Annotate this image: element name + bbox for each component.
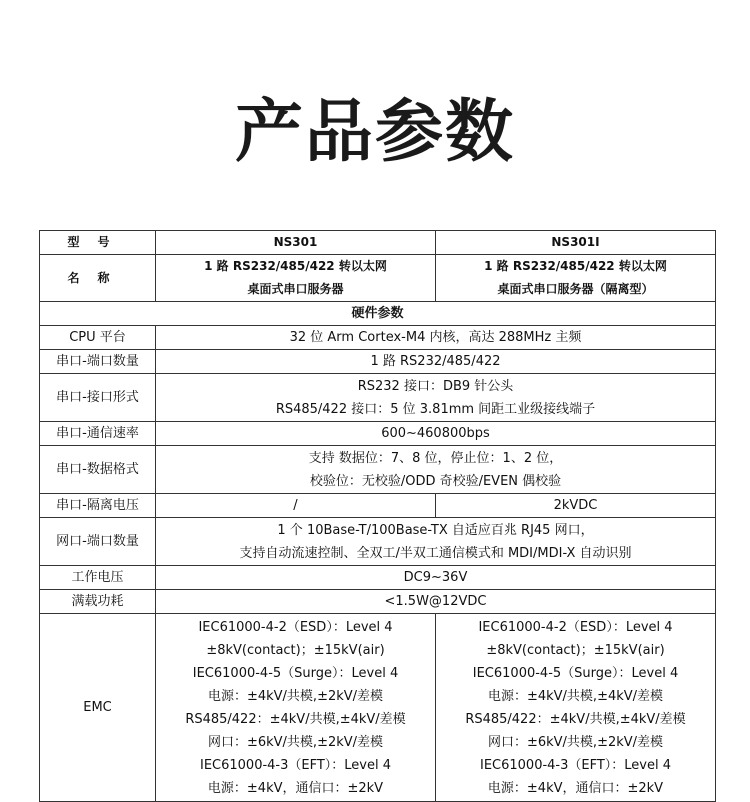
table-row [40, 326, 716, 350]
row-value: 32 位 Arm Cortex-M4 内核，高达 288MHz 主频 [156, 326, 716, 350]
row-label: 串口-数据格式 [40, 446, 156, 494]
table-row [40, 566, 716, 590]
row-label: 串口-通信速率 [40, 422, 156, 446]
emc-line: 网口：±6kV/共模,±2kV/差模 [207, 734, 384, 750]
emc-line: 电源：±4kV/共模,±4kV/差模 [487, 688, 664, 704]
spec-table [39, 230, 716, 802]
row-value-line: RS485/422 接口：5 位 3.81mm 间距工业级接线端子 [275, 401, 596, 417]
emc-line: 电源：±4kV，通信口：±2kV [207, 780, 384, 796]
row-value-line: 校验位：无校验/ODD 奇校验/EVEN 偶校验 [309, 473, 562, 489]
name-b [436, 255, 716, 302]
row-label: EMC [40, 614, 156, 802]
table-row [40, 302, 716, 326]
emc-line: RS485/422：±4kV/共模,±4kV/差模 [465, 711, 686, 727]
model-a: NS301 [156, 231, 436, 255]
table-row [40, 590, 716, 614]
table-row [40, 374, 716, 422]
row-label: 满载功耗 [40, 590, 156, 614]
table-row [40, 422, 716, 446]
table-row [40, 446, 716, 494]
row-value-line: 支持自动流速控制、全双工/半双工通信模式和 MDI/MDI-X 自动识别 [239, 545, 632, 561]
table-row [40, 350, 716, 374]
row-label: 串口-隔离电压 [40, 494, 156, 518]
row-value [156, 446, 716, 494]
row-value [156, 518, 716, 566]
row-value-a: / [156, 494, 436, 518]
emc-line: ±8kV(contact)；±15kV(air) [486, 642, 665, 658]
row-label: CPU 平台 [40, 326, 156, 350]
row-value-line: 1 个 10Base-T/100Base-TX 自适应百兆 RJ45 网口， [277, 522, 594, 538]
name-a [156, 255, 436, 302]
emc-line: IEC61000-4-3（EFT）：Level 4 [479, 757, 672, 773]
name-b-line2: 桌面式串口服务器（隔离型） [497, 282, 654, 296]
emc-col-a [156, 614, 436, 802]
row-label: 工作电压 [40, 566, 156, 590]
table-row [40, 231, 716, 255]
table-row [40, 518, 716, 566]
table-row [40, 614, 716, 802]
row-value: DC9~36V [156, 566, 716, 590]
name-label: 名称 [40, 255, 156, 302]
name-b-line1: 1 路 RS232/485/422 转以太网 [484, 259, 667, 273]
emc-line: IEC61000-4-5（Surge）：Level 4 [192, 665, 399, 681]
emc-line: 电源：±4kV/共模,±2kV/差模 [207, 688, 384, 704]
row-value: 1 路 RS232/485/422 [156, 350, 716, 374]
row-value-line: RS232 接口：DB9 针公头 [357, 378, 514, 394]
section-hardware: 硬件参数 [40, 302, 716, 326]
emc-line: IEC61000-4-3（EFT）：Level 4 [199, 757, 392, 773]
emc-line: ±8kV(contact)；±15kV(air) [206, 642, 385, 658]
page-title: 产品参数 [234, 93, 515, 172]
row-value [156, 374, 716, 422]
model-label: 型号 [40, 231, 156, 255]
emc-line: IEC61000-4-5（Surge）：Level 4 [472, 665, 679, 681]
emc-line: 网口：±6kV/共模,±2kV/差模 [487, 734, 664, 750]
row-value-line: 支持 数据位：7、8 位，停止位：1、2 位， [308, 450, 563, 466]
emc-line: IEC61000-4-2（ESD）：Level 4 [198, 619, 393, 635]
emc-line: RS485/422：±4kV/共模,±4kV/差模 [185, 711, 406, 727]
name-a-line2: 桌面式串口服务器 [247, 282, 344, 296]
row-label: 网口-端口数量 [40, 518, 156, 566]
row-label: 串口-接口形式 [40, 374, 156, 422]
model-b: NS301I [436, 231, 716, 255]
row-value: <1.5W@12VDC [156, 590, 716, 614]
table-row [40, 255, 716, 302]
row-value: 600~460800bps [156, 422, 716, 446]
emc-line: 电源：±4kV，通信口：±2kV [487, 780, 664, 796]
table-row [40, 494, 716, 518]
row-label: 串口-端口数量 [40, 350, 156, 374]
emc-col-b [436, 614, 716, 802]
name-a-line1: 1 路 RS232/485/422 转以太网 [204, 259, 387, 273]
row-value-b: 2kVDC [436, 494, 716, 518]
emc-line: IEC61000-4-2（ESD）：Level 4 [478, 619, 673, 635]
